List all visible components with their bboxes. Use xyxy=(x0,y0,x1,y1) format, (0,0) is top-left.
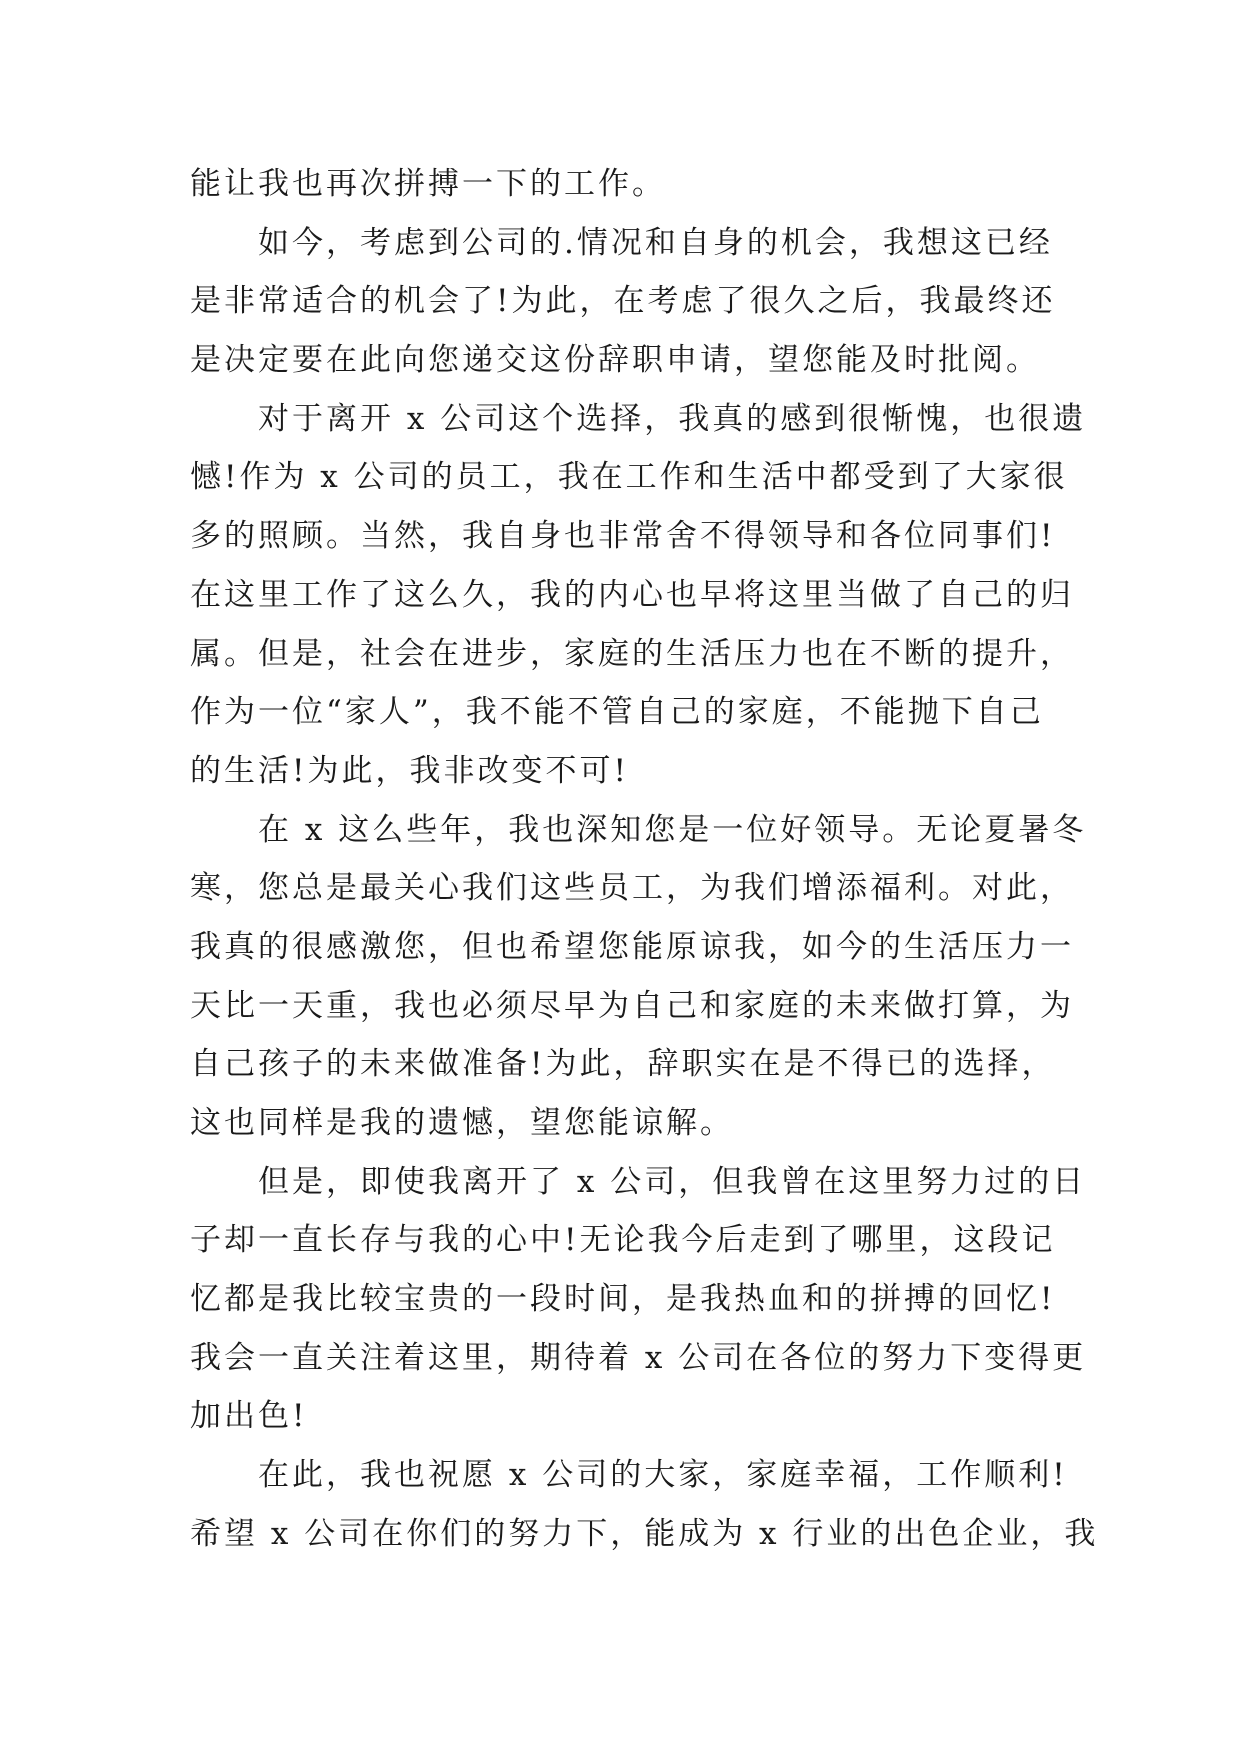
text-line: 我真的很感激您，但也希望您能原谅我，如今的生活压力一 xyxy=(190,928,1074,965)
text-line: 能让我也再次拼搏一下的工作。 xyxy=(190,166,666,202)
text-line: 作为一位“家人”，我不能不管自己的家庭，不能抛下自己 xyxy=(190,694,1044,731)
text-line: 如今，考虑到公司的.情况和自身的机会，我想这已经 xyxy=(258,224,1053,261)
text-line: 希望 x 公司在你们的努力下，能成为 x 行业的出色企业，我 xyxy=(190,1515,1099,1552)
text-line: 的生活!为此，我非改变不可! xyxy=(190,752,629,789)
text-line: 多的照顾。当然，我自身也非常舍不得领导和各位同事们! xyxy=(190,518,1056,555)
text-line: 但是，即使我离开了 x 公司，但我曾在这里努力过的日 xyxy=(258,1163,1087,1200)
text-line: 忆都是我比较宝贵的一段时间，是我热血和的拼搏的回忆! xyxy=(190,1281,1056,1318)
text-line: 在 x 这么些年，我也深知您是一位好领导。无论夏暑冬 xyxy=(258,811,1087,848)
text-line: 这也同样是我的遗憾，望您能谅解。 xyxy=(190,1105,734,1141)
text-line: 子却一直长存与我的心中!无论我今后走到了哪里，这段记 xyxy=(190,1222,1056,1259)
text-line: 寒，您总是最关心我们这些员工，为我们增添福利。对此， xyxy=(190,870,1074,907)
text-line: 属。但是，社会在进步，家庭的生活压力也在不断的提升， xyxy=(190,635,1074,672)
text-line: 自己孩子的未来做准备!为此，辞职实在是不得已的选择， xyxy=(190,1046,1056,1083)
text-line: 在这里工作了这么久，我的内心也早将这里当做了自己的归 xyxy=(190,576,1074,613)
text-line: 在此，我也祝愿 x 公司的大家，家庭幸福，工作顺利! xyxy=(258,1457,1068,1494)
text-line: 憾!作为 x 公司的员工，我在工作和生活中都受到了大家很 xyxy=(190,459,1068,496)
text-line: 对于离开 x 公司这个选择，我真的感到很惭愧，也很遗 xyxy=(258,400,1087,437)
document-body xyxy=(190,155,1099,1564)
text-line: 是非常适合的机会了!为此，在考虑了很久之后，我最终还 xyxy=(190,283,1056,320)
text-line: 是决定要在此向您递交这份辞职申请，望您能及时批阅。 xyxy=(190,342,1040,379)
text-line: 加出色! xyxy=(190,1398,308,1435)
text-line: 天比一天重，我也必须尽早为自己和家庭的未来做打算，为 xyxy=(190,987,1074,1024)
text-line: 我会一直关注着这里，期待着 x 公司在各位的努力下变得更 xyxy=(190,1339,1087,1376)
